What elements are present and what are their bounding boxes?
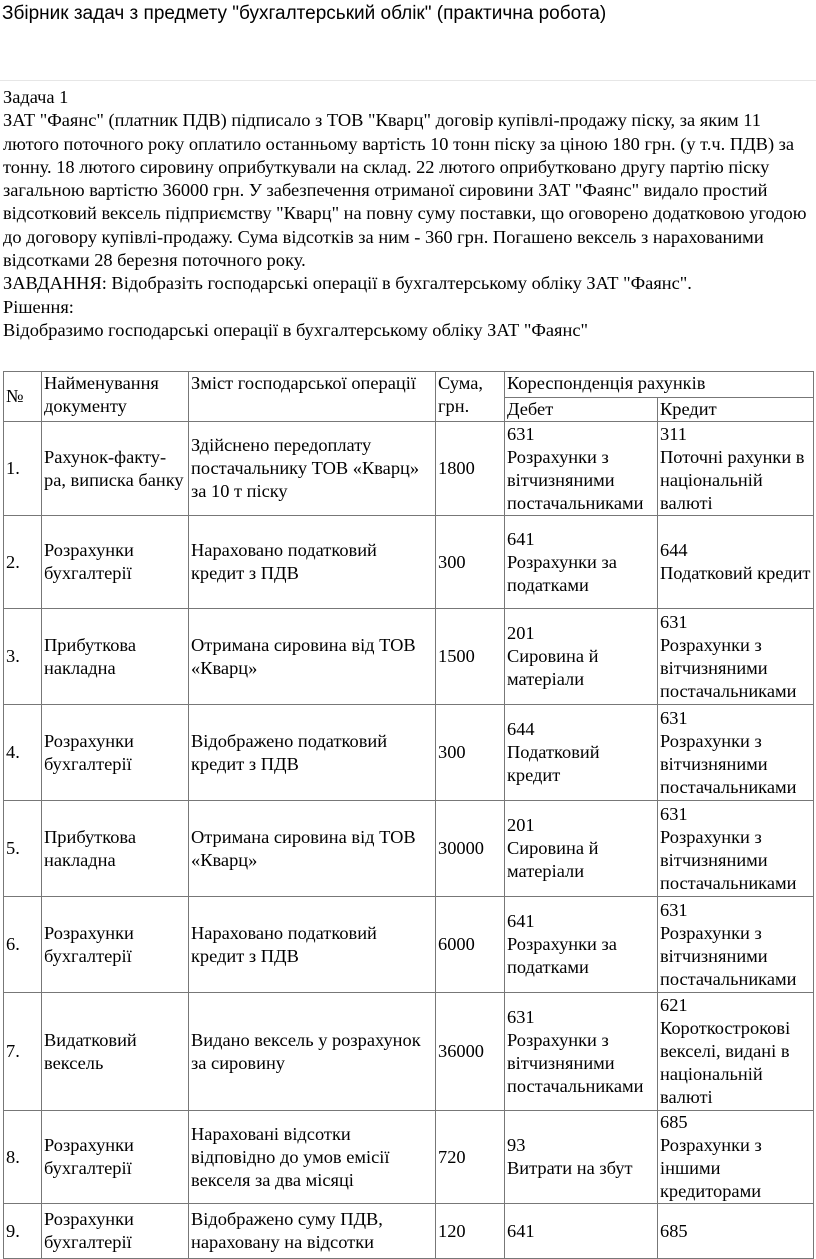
header-document: Найменування документу (42, 372, 189, 422)
credit-account-name: Розрахунки з вітчизняними постачальниками (660, 922, 797, 989)
row-document: Прибуткова накладна (42, 801, 189, 897)
table-row (4, 609, 814, 705)
debit-account-name: Податковий кредит (507, 742, 600, 785)
credit-account-code: 621 (660, 995, 688, 1015)
row-amount: 1500 (436, 609, 505, 705)
credit-account-name: Податковий кредит (660, 563, 811, 583)
title-divider (0, 80, 816, 81)
row-amount: 300 (436, 516, 505, 609)
row-number: 9. (4, 1204, 42, 1259)
row-content: Відображено суму ПДВ, нараховану на відсотки (189, 1204, 436, 1259)
row-content: Нараховано податковий кредит з ПДВ (189, 897, 436, 993)
debit-account-name: Розрахунки з вітчизняними постачальниками (507, 1029, 644, 1096)
debit-account-code: 641 (507, 528, 535, 549)
row-credit (658, 993, 814, 1111)
credit-account-code: 631 (660, 899, 688, 920)
row-debit (505, 801, 658, 897)
row-content: Видано вексель у розрахунок за сировину (189, 993, 436, 1111)
row-amount: 300 (436, 705, 505, 801)
row-amount: 30000 (436, 801, 505, 897)
debit-account-code: 631 (507, 423, 535, 444)
row-number: 6. (4, 897, 42, 993)
credit-account-name: Розрахунки з іншими кредиторами (660, 1135, 762, 1201)
row-credit (658, 1111, 814, 1204)
credit-account-code: 685 (660, 1220, 688, 1241)
debit-account-code: 641 (507, 1220, 535, 1241)
header-credit: Кредит (658, 398, 814, 422)
row-debit (505, 609, 658, 705)
debit-account-name: Розрахунки за податками (507, 551, 617, 595)
table-row (4, 422, 814, 516)
operations-table (3, 371, 814, 1259)
row-number: 5. (4, 801, 42, 897)
row-content: Здійснено передоплату постачальнику ТОВ «Кварц» за 10 т піску (189, 422, 436, 516)
row-debit (505, 516, 658, 609)
header-correspondence: Кореспонденція рахунків (505, 372, 814, 398)
row-document: Розрахунки бухгалтерії (42, 1204, 189, 1259)
row-number: 3. (4, 609, 42, 705)
row-number: 1. (4, 422, 42, 516)
row-document: Видатковий вексель (42, 993, 189, 1111)
solution-intro: Відобразимо господарські операції в бухгалтерському обліку ЗАТ "Фаянс" (3, 319, 589, 340)
table-row (4, 1111, 814, 1204)
row-credit (658, 897, 814, 993)
row-debit (505, 1204, 658, 1259)
row-amount: 720 (436, 1111, 505, 1204)
row-debit (505, 897, 658, 993)
row-document: Розрахунки бухгалтерії (42, 1111, 189, 1204)
debit-account-code: 201 (507, 623, 535, 643)
debit-account-name: Сировина й матеріали (507, 646, 599, 689)
row-amount: 120 (436, 1204, 505, 1259)
credit-account-name: Розрахунки з вітчизняними постачальниками (660, 826, 797, 893)
row-content: Відображено податковий кредит з ПДВ (189, 705, 436, 801)
header-debit: Дебет (505, 398, 658, 422)
debit-account-name: Розрахунки з вітчизняними постачальниками (507, 446, 644, 513)
row-amount: 6000 (436, 897, 505, 993)
debit-account-code: 631 (507, 1006, 535, 1027)
row-credit (658, 1204, 814, 1259)
table-row (4, 705, 814, 801)
task-condition: ЗАТ "Фаянс" (платник ПДВ) підписало з ТОВ "Кварц" договір купівлі-продажу піску, за яким 11 лютого поточного року оплатило останньому вартість 10 тонн піску за ціною 180 грн. (у т.ч. ПДВ) за тонну. 18 лютого сировину оприбуткували на склад. 22 лютого оприбутковано другу партію піску загальною вартістю 36000 грн. У забезпечення отриманої сировини ЗАТ "Фаянс" видало простий відсотковий вексель підприємству "Кварц" на повну суму поставки, що оговорено додатковою угодою до договору купівлі-продажу. Сума відсотків за ним - 360 грн. Погашено вексель з нарахованими відсотками 28 березня поточного року. (3, 110, 807, 271)
credit-account-code: 311 (660, 423, 687, 444)
row-document: Розрахунки бухгалтерії (42, 705, 189, 801)
operations-body (4, 422, 814, 1259)
row-number: 8. (4, 1111, 42, 1204)
row-document: Рахунок-факту-ра, виписка банку (42, 422, 189, 516)
row-credit (658, 422, 814, 516)
credit-account-name: Короткострокові векселі, видані в національній валюті (660, 1018, 791, 1107)
row-amount: 1800 (436, 422, 505, 516)
row-number: 2. (4, 516, 42, 609)
row-content: Нараховані відсотки відповідно до умов емісії векселя за два місяці (189, 1111, 436, 1204)
header-content: Зміст господарської операції (189, 372, 436, 422)
row-debit (505, 993, 658, 1111)
debit-account-code: 644 (507, 719, 535, 739)
task-text (3, 86, 811, 342)
table-row (4, 993, 814, 1111)
row-document: Розрахунки бухгалтерії (42, 897, 189, 993)
row-number: 7. (4, 993, 42, 1111)
row-credit (658, 801, 814, 897)
task-heading: Задача 1 (3, 87, 69, 107)
row-content: Отримана сировина від ТОВ «Кварц» (189, 801, 436, 897)
row-document: Розрахунки бухгалтерії (42, 516, 189, 609)
row-debit (505, 1111, 658, 1204)
credit-account-code: 631 (660, 707, 688, 728)
row-document: Прибуткова накладна (42, 609, 189, 705)
table-row (4, 801, 814, 897)
document-title: Збірник задач з предмету "бухгалтерський облік" (практична робота) (2, 3, 607, 24)
credit-account-code: 685 (660, 1112, 688, 1132)
table-row (4, 516, 814, 609)
debit-account-code: 201 (507, 815, 535, 835)
credit-account-code: 631 (660, 803, 688, 824)
row-content: Нараховано податковий кредит з ПДВ (189, 516, 436, 609)
row-number: 4. (4, 705, 42, 801)
table-row (4, 1204, 814, 1259)
debit-account-name: Сировина й матеріали (507, 838, 599, 881)
row-content: Отримана сировина від ТОВ «Кварц» (189, 609, 436, 705)
task-assignment: ЗАВДАННЯ: Відобразіть господарські операції в бухгалтерському обліку ЗАТ "Фаянс". (3, 273, 692, 294)
credit-account-code: 644 (660, 540, 688, 560)
header-number: № (4, 372, 42, 422)
row-debit (505, 705, 658, 801)
debit-account-name: Витрати на збут (507, 1158, 633, 1178)
credit-account-name: Розрахунки з вітчизняними постачальниками (660, 730, 797, 797)
debit-account-code: 641 (507, 911, 535, 931)
row-credit (658, 705, 814, 801)
debit-account-code: 93 (507, 1135, 526, 1155)
credit-account-name: Поточні рахунки в національній валюті (660, 446, 805, 513)
row-amount: 36000 (436, 993, 505, 1111)
debit-account-name: Розрахунки за податками (507, 934, 617, 977)
credit-account-name: Розрахунки з вітчизняними постачальниками (660, 634, 797, 701)
row-credit (658, 609, 814, 705)
row-credit (658, 516, 814, 609)
header-amount: Сума, грн. (436, 372, 505, 422)
credit-account-code: 631 (660, 611, 688, 632)
row-debit (505, 422, 658, 516)
table-row (4, 897, 814, 993)
solution-label: Рішення: (3, 296, 74, 317)
